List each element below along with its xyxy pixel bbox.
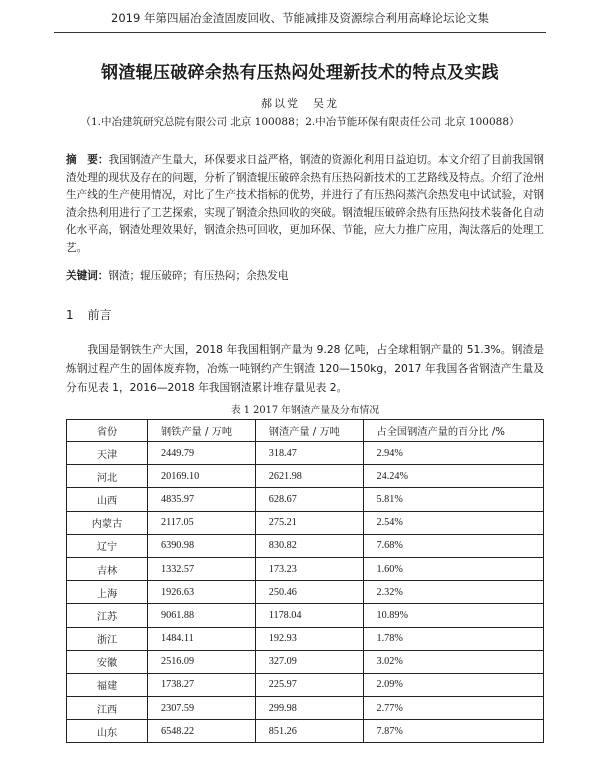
table-cell: 192.93 xyxy=(255,627,363,650)
table-cell: 1738.27 xyxy=(148,673,256,696)
table-cell: 6390.98 xyxy=(148,534,256,557)
abstract-text: 我国钢渣产生量大，环保要求日益严格，钢渣的资源化利用日益迫切。本文介绍了目前我国钢渣处理的现状及存在的问题，分析了钢渣辊压破碎余热有压热闷新技术的工艺路线及特点。介绍了沧州生产线的生产使用情况，对比了生产技术指标的优势，并进行了有压热闷蒸汽余热发电中试试验，对钢渣余热利用进行了工艺探索，实现了钢渣余热回收的突破。钢渣辊压破碎余热有压热闷技术装备化自动化水平高，钢渣处理效果好，钢渣余热可回收，更加环保、节能，应大力推广应用，淘汰落后的处理工艺。 xyxy=(66,154,545,254)
table-cell: 2117.05 xyxy=(148,511,256,534)
table-cell: 24.24% xyxy=(363,465,543,488)
table-cell: 江苏 xyxy=(67,604,148,627)
table-row xyxy=(67,627,544,650)
running-head: 2019 年第四届冶金渣固废回收、节能减排及资源综合利用高峰论坛论文集 xyxy=(54,10,546,33)
affiliation: （1.中冶建筑研究总院有限公司 北京 100088；2.中冶节能环保有限责任公司 北京 100088） xyxy=(80,116,520,128)
table-cell: 173.23 xyxy=(255,557,363,580)
table-cell: 2.32% xyxy=(363,581,543,604)
paper-title: 钢渣辊压破碎余热有压热闷处理新技术的特点及实践 xyxy=(101,63,499,83)
table-cell: 2.77% xyxy=(363,697,543,720)
table-header-cell: 钢铁产量 / 万吨 xyxy=(148,420,256,442)
table-row xyxy=(67,581,544,604)
table-cell: 安徽 xyxy=(67,650,148,673)
table-cell: 9061.88 xyxy=(148,604,256,627)
table-cell: 浙江 xyxy=(67,627,148,650)
table-cell: 3.02% xyxy=(363,650,543,673)
table-cell: 7.68% xyxy=(363,534,543,557)
table-row xyxy=(67,465,544,488)
abstract-label: 摘 要： xyxy=(66,154,109,166)
keywords-label: 关键词： xyxy=(66,270,109,282)
table-cell: 1926.63 xyxy=(148,581,256,604)
table-row xyxy=(67,697,544,720)
table-cell: 上海 xyxy=(67,581,148,604)
table-header-cell: 钢渣产量 / 万吨 xyxy=(255,420,363,442)
table-cell: 275.21 xyxy=(255,511,363,534)
table-header-row xyxy=(67,420,544,442)
table-row xyxy=(67,511,544,534)
table-cell: 福建 xyxy=(67,673,148,696)
table-cell: 天津 xyxy=(67,442,148,465)
section-title: 前言 xyxy=(87,308,112,322)
table-cell: 7.87% xyxy=(363,720,543,743)
table-cell: 辽宁 xyxy=(67,534,148,557)
table-cell: 2621.98 xyxy=(255,465,363,488)
table-cell: 1178.04 xyxy=(255,604,363,627)
table-cell: 山西 xyxy=(67,488,148,511)
table-cell: 1.78% xyxy=(363,627,543,650)
table-caption: 表 1 2017 年钢渣产量及分布情况 xyxy=(230,405,380,416)
table-cell: 江西 xyxy=(67,697,148,720)
table-cell: 318.47 xyxy=(255,442,363,465)
table-row xyxy=(67,673,544,696)
keywords-text: 钢渣；辊压破碎；有压热闷；余热发电 xyxy=(108,270,289,282)
table-cell: 225.97 xyxy=(255,673,363,696)
table-cell: 4835.97 xyxy=(148,488,256,511)
table-cell: 2.94% xyxy=(363,442,543,465)
table-cell: 1.60% xyxy=(363,557,543,580)
abstract xyxy=(66,152,544,258)
table-row xyxy=(67,604,544,627)
table-cell: 2307.59 xyxy=(148,697,256,720)
table-row xyxy=(67,720,544,743)
table-cell: 2516.09 xyxy=(148,650,256,673)
table-cell: 20169.10 xyxy=(148,465,256,488)
table-row xyxy=(67,534,544,557)
table-cell: 250.46 xyxy=(255,581,363,604)
table-header-cell: 省份 xyxy=(67,420,148,442)
table-body xyxy=(67,442,544,743)
table-cell: 1484.11 xyxy=(148,627,256,650)
table-cell: 吉林 xyxy=(67,557,148,580)
section-heading xyxy=(66,306,112,323)
table-cell: 327.09 xyxy=(255,650,363,673)
table-cell: 299.98 xyxy=(255,697,363,720)
keywords xyxy=(66,268,544,283)
table-cell: 6548.22 xyxy=(148,720,256,743)
table-cell: 2.09% xyxy=(363,673,543,696)
intro-paragraph: 我国是钢铁生产大国，2018 年我国粗钢产量为 9.28 亿吨，占全球粗钢产量的 51.3%。钢渣是炼钢过程产生的固体废弃物，冶炼一吨钢约产生钢渣 120—150kg，2017 年我国各省钢渣产生量及分布见表 1，2016—2018 年我国钢渣累计堆存量见表 2。 xyxy=(66,343,544,394)
table-cell: 851.26 xyxy=(255,720,363,743)
table-cell: 内蒙古 xyxy=(67,511,148,534)
table-cell: 628.67 xyxy=(255,488,363,511)
table-row xyxy=(67,650,544,673)
table-cell: 山东 xyxy=(67,720,148,743)
table-cell: 2449.79 xyxy=(148,442,256,465)
table-row xyxy=(67,488,544,511)
table-row xyxy=(67,442,544,465)
table-cell: 2.54% xyxy=(363,511,543,534)
table-cell: 830.82 xyxy=(255,534,363,557)
table-cell: 10.89% xyxy=(363,604,543,627)
section-number: 1 xyxy=(66,308,74,322)
steel-slag-table xyxy=(66,419,544,743)
table-cell: 5.81% xyxy=(363,488,543,511)
table-row xyxy=(67,557,544,580)
table-cell: 1332.57 xyxy=(148,557,256,580)
authors: 郝以党 吴龙 xyxy=(261,97,339,110)
table-header-cell: 占全国钢渣产量的百分比 /% xyxy=(363,420,543,442)
table-cell: 河北 xyxy=(67,465,148,488)
